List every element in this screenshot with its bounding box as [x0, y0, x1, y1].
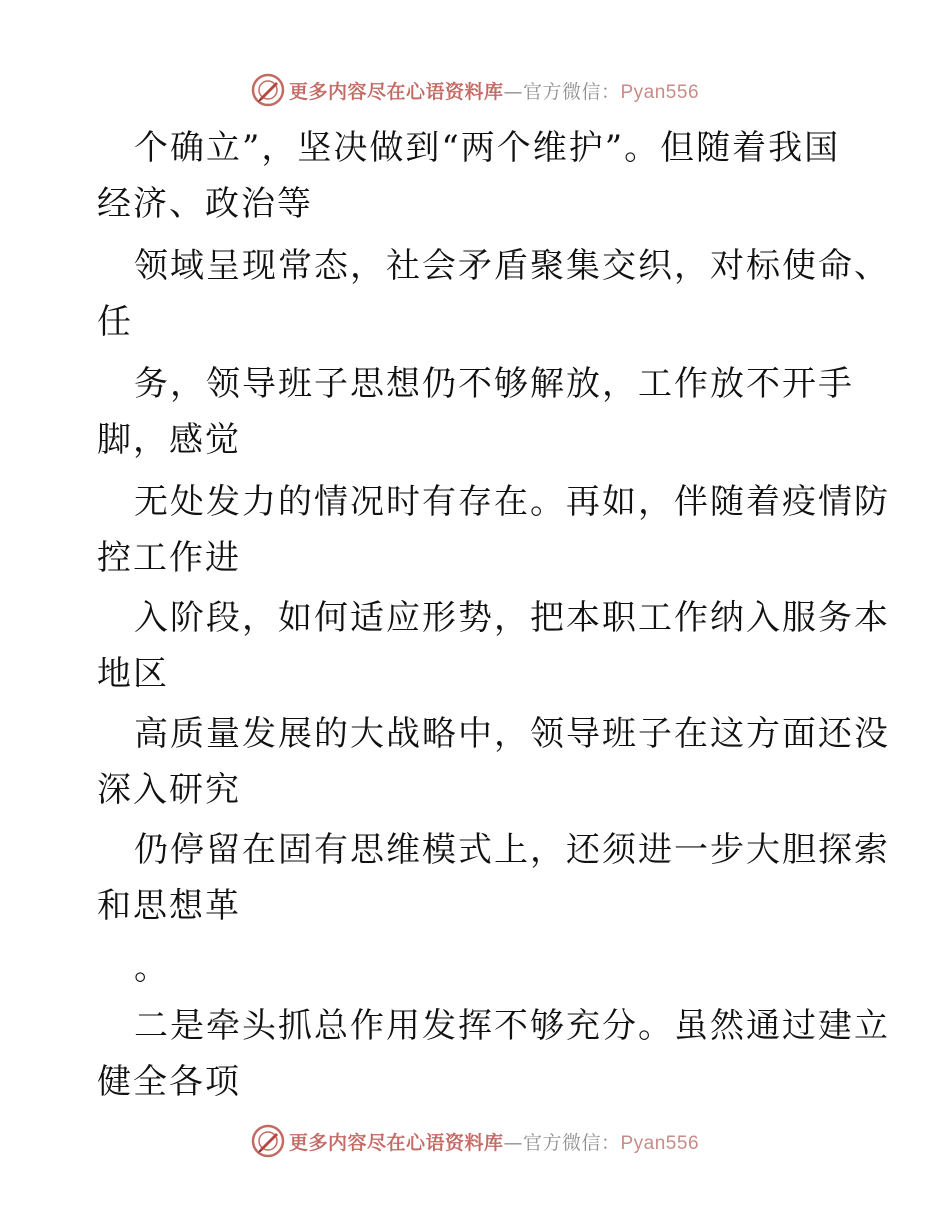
text-line: 任 [97, 302, 133, 342]
text-line: 。 [134, 948, 170, 988]
watermark-text [289, 1128, 699, 1155]
text-line: 脚，感觉 [97, 420, 241, 460]
text-line: 领域呈现常态，社会矛盾聚集交织，对标使命、 [134, 246, 890, 286]
pen-logo-icon [251, 1124, 285, 1158]
text-line: 经济、政治等 [97, 184, 313, 224]
watermark-dash: — [503, 80, 523, 103]
text-line: 务，领导班子思想仍不够解放，工作放不开手 [134, 364, 854, 404]
watermark-middle-text: 官方微信： [522, 1131, 621, 1154]
text-line: 二是牵头抓总作用发挥不够充分。虽然通过建立 [134, 1006, 890, 1046]
watermark-left-text: 更多内容尽在心语资料库 [288, 80, 504, 103]
watermark-left-text: 更多内容尽在心语资料库 [288, 1131, 504, 1154]
text-line: 深入研究 [97, 770, 241, 810]
text-line: 无处发力的情况时有存在。再如，伴随着疫情防 [134, 482, 890, 522]
watermark-middle-text: 官方微信： [522, 80, 621, 103]
watermark-wechat-id: Pyan556 [620, 81, 700, 103]
text-line: 和思想革 [97, 886, 241, 926]
text-line: 仍停留在固有思维模式上，还须进一步大胆探索 [134, 830, 890, 870]
text-line: 个确立”，坚决做到“两个维护”。但随着我国 [134, 128, 841, 168]
watermark-wechat-id: Pyan556 [620, 1132, 700, 1154]
text-line: 地区 [97, 654, 169, 694]
watermark-dash: — [503, 1131, 523, 1154]
text-line: 健全各项 [97, 1062, 241, 1102]
text-line: 控工作进 [97, 538, 241, 578]
watermark-banner-bottom [0, 1121, 950, 1161]
watermark-text [289, 77, 699, 104]
text-line: 入阶段，如何适应形势，把本职工作纳入服务本 [134, 598, 890, 638]
pen-logo-icon [251, 73, 285, 107]
text-line: 高质量发展的大战略中，领导班子在这方面还没 [134, 714, 890, 754]
watermark-banner-top [0, 70, 950, 110]
